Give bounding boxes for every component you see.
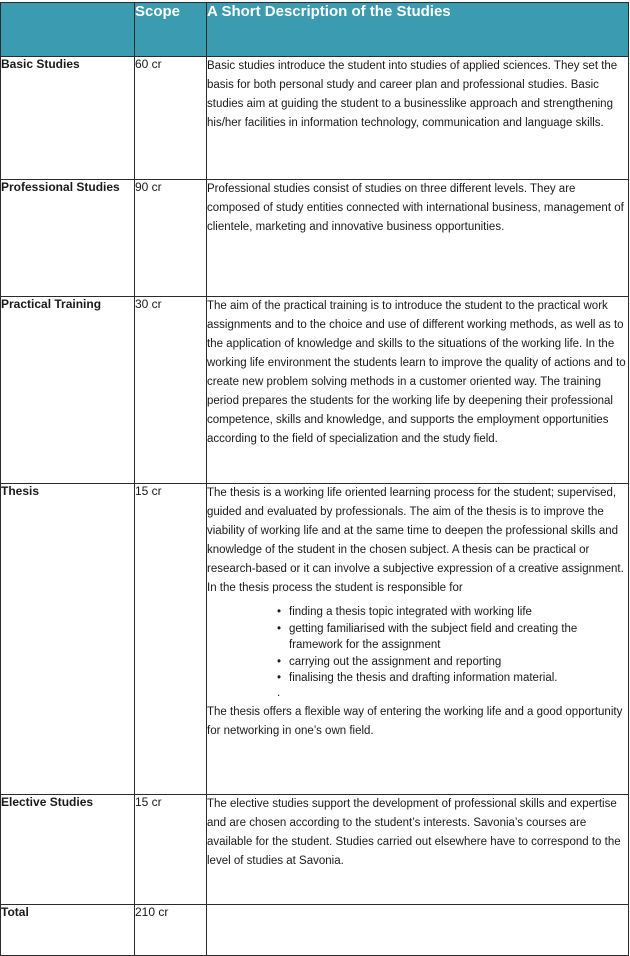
row-description (207, 180, 629, 297)
row-description (207, 484, 629, 795)
description-text: Professional studies consist of studies on three different levels. They are composed of study entities connected with international business, management of clientele, marketing and innovative business opportunities. (207, 183, 624, 233)
description-text: The elective studies support the development of professional skills and expertise and are chosen according to the student’s interests. Savonia’s courses are available for the student. Studies carried out elsewhere have to correspond to the level of studies at Savonia. (207, 798, 621, 867)
list-item: • finding a thesis topic integrated with working life (289, 604, 628, 621)
responsibility-list (207, 604, 628, 687)
description-text: The aim of the practical training is to introduce the student to the practical work assignments and to the choice and use of different working methods, as well as to the application of knowledge and skills to the situations of the working life. In the working life environment the students learn to improve the quality of actions and to create new problem solving methods in a customer oriented way. The training period prepares the students for the working life by deepening their professional competence, skills and knowledge, and supports the employment opportunities according to the field of specialization and the study field. (207, 300, 626, 445)
row-description (207, 57, 629, 180)
description-text: Basic studies introduce the student into studies of applied sciences. They set the basis for both personal study and career plan and professional studies. Basic studies aim at guiding the student to a businesslike approach and strengthening his/her facilities in information technology, communication and language skills. (207, 60, 618, 129)
list-item: • getting familiarised with the subject field and creating the framework for the assignment (289, 621, 628, 654)
header-scope: Scope (135, 3, 207, 57)
studies-table (0, 2, 629, 956)
description-text: The thesis is a working life oriented learning process for the student; supervised, guided and evaluated by professionals. The aim of the thesis is to improve the viability of working life and at the same time to deepen the professional skills and knowledge of the student in the chosen subject. A thesis can be practical or research-based or it can involve a subjective expression of a creative assignment. In the thesis process the student is responsible for (207, 487, 624, 594)
list-separator: . (277, 686, 281, 699)
row-scope: 210 cr (135, 905, 207, 956)
row-name: Elective Studies (1, 795, 135, 905)
table-row (1, 57, 629, 180)
row-name: Professional Studies (1, 180, 135, 297)
row-description (207, 795, 629, 905)
list-item: • finalising the thesis and drafting information material. (289, 670, 628, 687)
table-row (1, 297, 629, 484)
row-scope: 90 cr (135, 180, 207, 297)
header-row (1, 3, 629, 57)
header-blank-cell (1, 3, 135, 57)
row-description (207, 905, 629, 956)
row-scope: 15 cr (135, 484, 207, 795)
row-name: Thesis (1, 484, 135, 795)
row-scope: 30 cr (135, 297, 207, 484)
row-name: Total (1, 905, 135, 956)
description-closing: The thesis offers a flexible way of entering the working life and a good opportunity for networking in one’s own field. (207, 705, 623, 737)
table-row (1, 795, 629, 905)
table-row (1, 180, 629, 297)
row-description (207, 297, 629, 484)
row-name: Practical Training (1, 297, 135, 484)
row-scope: 15 cr (135, 795, 207, 905)
row-name: Basic Studies (1, 57, 135, 180)
list-item: • carrying out the assignment and reporting (289, 654, 628, 671)
row-scope: 60 cr (135, 57, 207, 180)
header-description: A Short Description of the Studies (207, 3, 629, 57)
table-row (1, 484, 629, 795)
total-row (1, 905, 629, 956)
